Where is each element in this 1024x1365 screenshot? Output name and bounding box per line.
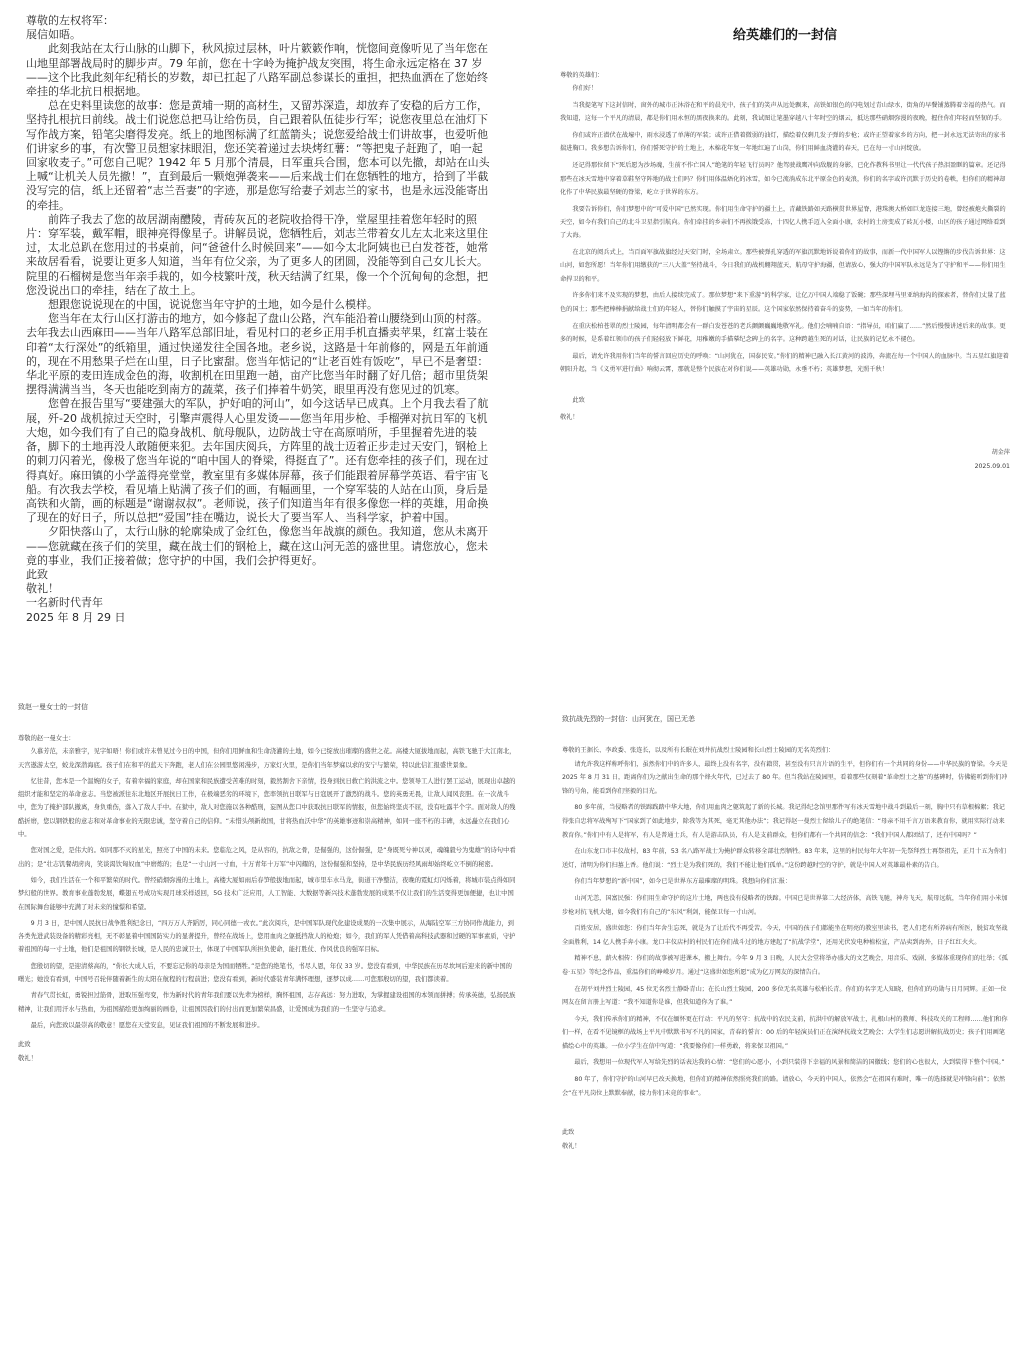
- letter4-paragraph: 百姓安居，盛世如您：你们当年舍生忘死，就是为了让后代不再受苦。今天，中国的孩子们都能坐在明亮的教室里读书，老人们老有所养病有所医，脱贫攻坚战全面胜利，14 亿人携手奔小康。龙口丰仪店村的村民们在你们战斗过的地方建起了“抗战学堂”，还用光伏发电种植松宣，产品卖到海外，日子红红火火。: [562, 925, 1008, 946]
- letter1-signature: 一名新时代青年: [26, 596, 103, 610]
- letter2-paragraph: 还记得那位留下“死后愿为沙场魂，生前不作亡国人”绝笔的年轻飞行员吗？他驾驶战鹰冲向敌舰的身影，已化作教科书里让一代代孩子热泪盈眶的篇章。还记得那些在冰天雪地中穿着草鞋坚守阵地的战士们吗？你们用体温焐化的冰雪，如今已流淌成东北平原金色的麦浪，你们的名字或许沉默于历史的卷帙，但你们的精神却化作了中华民族最坚硬的脊梁，屹立于世界的东方。: [560, 162, 1006, 196]
- letter4-paragraph: 80 年了，你们守护的山河早已改天换地，但你们的精神依然照亮我们的路。请放心，今天的中国人，依然会“在祖国有难时，唯一的选择就是冲锋向前”；依然会“在平凡岗位上默默奉献，接力你们未竟的事业”。: [562, 1076, 1006, 1097]
- letter4-paragraph: 山河无恙，国富民强：你们用生命守护的这片土地，两也没有侵略者的铁蹄。中国已是世界第二大经济体，高铁飞驰，神舟飞天，航母远航，当年你们用小米加步枪对抗飞机大炮，如今我们有自己的“东风”利剑，能保卫每一寸山河。: [562, 894, 1008, 916]
- letter1-paragraph: 此刻我站在太行山脉的山脚下，秋风掠过层林，叶片簌簌作响，恍惚间竟像听见了当年您在山地里部署战局时的脚步声。79 年前，您在十字岭为掩护战友突围，将生命永远定格在 37 岁——这个比我此刻年纪稍长的岁数，却已扛起了八路军副总参谋长的重担，把热血洒在了您始终牵挂的华北抗日根据地。: [26, 42, 488, 99]
- letter-to-zhao-yiman: [18, 702, 518, 1342]
- letter2-signature: 胡金萍: [991, 449, 1010, 457]
- letter3-paragraph: 最后，向您致以最崇高的敬意！愿您在天堂安息，见证我们祖国的不断发展和进步。: [30, 1021, 264, 1029]
- letter-to-heroes: [560, 24, 1010, 624]
- letter2-paragraph: 我要告诉你们，你们梦想中的“可爱中国”已然实现。你们用生命守护的疆土上，青藏铁路如天路横贯世界屋脊，港珠澳大桥如巨龙连接三地，曾经被炮火撕裂的天空，如今有我们自己的北斗卫星指引航向。你们牵挂的乡亲们不再挨饿受冻，十四亿人携手迈入全面小康，农村的土房变成了砖瓦小楼，山区的孩子通过网络看到了大海。: [560, 205, 1006, 240]
- letter2-closing: 此致: [572, 397, 585, 405]
- letter2-title: 给英雄们的一封信: [732, 28, 837, 43]
- letter1-closing: 此致: [26, 567, 48, 581]
- letter4-paragraph: 在山东龙口市丰仪故村，83 年前，53 名八路军战士为掩护群众转移全部壮烈牺牲。83 年来，这里的村民每年大年初一先祭拜烈士再祭祖先，正月十五为你们送灯，清明为你们扫墓上香。他们说：“烈士是为我们死的，我们不能让他们孤单。”这份跨越时空的守护，就是中国人对英雄最朴素的告白。: [562, 848, 1007, 869]
- letter4-closing: 敬礼！: [562, 1142, 581, 1150]
- letter1-paragraph: 夕阳快落山了，太行山脉的轮廓染成了金红色，像您当年战旗的颜色。我知道，您从未离开——您就藏在孩子们的笑里，藏在战士们的钢枪上，藏在这山河无恙的盛世里。请您放心，您未竟的事业，我们正接着做；您守护的中国，我们会护得更好。: [26, 525, 488, 567]
- letter3-paragraph: 您殷切的望，是迎清蔡高的，“你长大成人后，不要忘记你的母亲是为国而牺牲。”是您的绝笔书，书尽人恩，年仅 33 岁。您没有看到，中华民族在历尽坎坷后迎来的新中国的曙光；她没有看到，中国号召轮伴随着新生的太阳在航程的行程前进；您没有看到，新时代盛装青年满怀理想，逐梦以成……可您那殷切的望，我们都读着。: [18, 962, 512, 984]
- letter1-paragraph: 前阵子我去了您的故居湖南醴陵，青砖灰瓦的老院收拾得干净，堂屋里挂着您年轻时的照片：穿军装，戴军帽，眼神亮得像星子。讲解员说，您牺牲后，刘志兰带着女儿左太北来这里住过，太北总趴在您用过的书桌前，问“爸爸什么时候回来”——如今太北阿姨也已白发苍苍，她常来故居看看，说要让更多人知道，当年有位父亲，为了更多人的团圆，没能等到自己女儿长大。院里的石榴树是您当年亲手栽的，如今枝繁叶茂，秋天结满了红果，像一个个沉甸甸的念想，把您没说出口的牵挂，结在了故土上。: [26, 212, 489, 297]
- letter3-salutation: 尊敬的赵一曼女士：: [18, 735, 75, 742]
- letter4-salutation: 尊敬的王据长、李政委、张连长，以及所有长眠在刘井抗战烈士陵园和长山烈士陵园的无名英烈们：: [562, 747, 835, 754]
- letter2-salutation: 尊敬的英雄们：: [560, 72, 604, 79]
- letter3-paragraph: 9 月 3 日，是中国人民抗日战争胜利纪念日，“四万万人齐蹈厉，同心同德一戎衣。”此次阅兵，是中国军队现代化建设成果的一次集中展示，从海陆空军三方协同作战能力，到各类先进武装设备的精彩亮相，无不彰显着中国国防实力的显著提升，曾经在战场上，您用血肉之躯抵挡敌人的枪炮；如今，我们的军人凭借着高科技武器和过硬的军事素质，守护着祖国的每一寸土地，他们是祖国的钢铁长城，是人民的忠诚卫士，体现了中国军队所担负使命，能打胜仗、作风优良的强军目标。: [18, 919, 516, 954]
- letter1-paragraph: 您当年在太行山区打游击的地方，如今修起了盘山公路，汽车能沿着山腰绕到山顶的村落。去年我去山西麻田——当年八路军总部旧址，看见村口的老乡正用手机直播卖苹果，红富士装在印着“太行深处”的纸箱里，通过快递发往全国各地。老乡说，这路是十年前修的，网是五年前通的，现在不用愁果子烂在山里，日子比蜜甜。您当年惦记的“让老百姓有饭吃”，早已不是奢望：华北平原的麦田连成金色的海，收割机在田里跑一趟，亩产比您当年时翻了好几倍；超市里货架摆得满满当当，冬天也能吃到南方的蔬菜，孩子们捧着牛奶笑，眼里再没有您见过的饥寒。: [26, 312, 489, 397]
- letter2-paragraph: 最后，请允许我用你们当年的誓言回应历史的呼唤：“山河犹在，国泰民安。”你们的精神已融入长江黄河的波涛，奔流在每一个中国人的血脉中。当五星红旗迎着朝阳升起，当《义勇军进行曲》响彻云霄，那就是整个民族在对你们说——英雄功勋，永垂不朽；英雄梦想，光照千秋！: [560, 352, 1009, 373]
- letter1-salutation: 尊敬的左权将军：: [26, 14, 114, 27]
- letter1-closing: 敬礼！: [26, 582, 59, 596]
- letter1-greeting: 展信如晤。: [26, 28, 81, 42]
- letter2-paragraph: 在重庆松柏苍翠的烈士陵园，每年清明都会有一群白发苍苍的老兵颤颤巍巍地敬军礼。他们会喃喃自语：“指导员，咱们赢了……”然后慢慢讲述后来的故事。更多的时候，是系着红领巾的孩子们轻轻放下鲜花，用稚嫩的手描摹纪念碑上的名字。这种跨越生死的对话，让民族的记忆永不褪色。: [560, 322, 1006, 343]
- letter1-paragraph: 您曾在报告里写“要建强大的军队，护好咱的河山”，如今这话早已成真。上个月我去看了航展，歼-20 战机掠过天空时，引擎声震得人心里发烫——您当年用步枪、手榴弹对抗日军的飞机大炮，如今我们有了自己的隐身战机、航母舰队，边防战士守在高原哨所，手里握着先进的装备，脚下的土地再没人敢随便来犯。去年国庆阅兵，方阵里的战士迈着正步走过天安门，钢枪上的刺刀闪着光，像极了您当年说的“咱中国人的脊梁，得挺直了”。还有您牵挂的孩子们，现在过得真好。麻田镇的小学盖得亮堂堂，教室里有多媒体屏幕，孩子们能跟着屏幕学英语、看宇宙飞船。有次我去学校，看见墙上贴满了孩子们的画，有幅画里，一个穿军装的人站在山顶，身后是高铁和火箭，画的标题是“谢谢叔叔”。老师说，孩子们知道当年有很多像您一样的英雄，用命换了现在的好日子，所以总把“爱国”挂在嘴边，说长大了要当军人、当科学家，护着中国。: [26, 397, 489, 525]
- letter2-paragraph: 许多你们来不及实现的梦想，由后人接续完成了。那位梦想“来下重游”的科学家，让亿万中国人端稳了饭碗；那些深埋马里亚纳海沟的探索者，替你们丈量了蓝色的国土；那些把棒棒捐献给战士们的年轻人，替你们触摸了宇宙的星辰。这个国家依然保持着奋斗的姿势，一如当年的你们。: [560, 292, 1006, 313]
- letter4-title: 致抗战先烈的一封信：山河犹在，国已无恙: [562, 715, 695, 723]
- letter4-closing: 此致: [562, 1129, 575, 1137]
- letter2-date: 2025.09.01: [974, 462, 1010, 470]
- letter3-paragraph: 如今，我们生活在一个和平繁荣的时代。曾经硝烟弥漫的土地上，高楼大厦如雨后春笋般拔地而起，城市里车水马龙，街道干净整洁，夜晚的霓虹灯闪烁着，将城市装点得如同梦幻般的世界。教育事业蓬勃发展，蝶翅五号成功实现月球采样返回，5G 技术广泛应用，人工智能、大数据等新兴技术蓬勃发展的成果不仅让我们的生活变得更加便捷，也让中国在国际舞台能够中充满了对未来的憧憬和希望。: [18, 876, 516, 911]
- letter3-closing: 此致: [18, 1041, 31, 1049]
- letter-to-zuo-quan: [26, 14, 492, 674]
- letter4-paragraph: 请允许我这样称呼你们，虽然你们中的许多人，最终上没有名字，没有籍贯，甚至没有只言片语的生平，但你们有一个共同的身份——中华民族的脊梁。今天是 2025 年 8 月 31 日，距离你们为之献出生命的那个烽火年代，已过去了 80 年。但当我站在陵园里，看着那些仅刻着“革命烈士之墓”的墓碑时，仿佛能听到你们冲锋的号角，能看到你们坚毅的目光。: [562, 760, 1008, 795]
- letter4-paragraph: 精神不息，薪火相传：你们的故事被写进课本，搬上舞台。今年 9 月 3 日晚，人民大会堂将举办盛大的文艺晚会，用音乐、戏剧、多媒体重现你们的壮举；《孤卷·五星》等纪念作品，重温你们的峥嵘岁月。通过“这盛世如您所愿”成为亿万网友的深情告白。: [562, 955, 1008, 976]
- letter1-paragraph: 想跟您说说现在的中国，说说您当年守护的土地，如今是什么模样。: [48, 298, 378, 312]
- letter1-paragraph: 总在史料里读您的故事：您是黄埔一期的高材生，又留苏深造，却放弃了安稳的后方工作，坚持扎根抗日前线。战士们说您总把马让给伤员，自己跟着队伍徒步行军；说您夜里总在油灯下写作战方案，铅笔尖磨得发亮。纸上的地图标满了红蓝箭头；说您爱给战士们讲故事，也爱听他们讲家乡的事，有次警卫员想家抹眼泪，您还笑着递过去块烤红薯：“等把鬼子赶跑了，咱一起回家收麦子。”可您自己呢？1942 年 5 月那个清晨，日军重兵合围，您本可以先撤，却站在山头上喊“让机关人员先撤！”，直到最后一颗炮弹袭来——后来战士们在您牺牲的地方，拾到了半截没写完的信，纸上还留着“志兰吾妻”的字迹，那是您写给妻子刘志兰的家书，也是永远没能寄出的牵挂。: [26, 99, 490, 212]
- letter2-greeting: 你们好！: [572, 85, 598, 93]
- letter4-paragraph: 你们当年梦想的“新中国”，如今已是世界东方最璀璨的明珠。我想向你们汇报：: [574, 878, 792, 886]
- letter2-paragraph: 当我提笔写下这封信时，窗外的城市正沐浴在和平的晨光中，孩子们的笑声从远处飘来，高铁如银色的闪电划过青山绿水，街角的早餐铺蒸腾着幸福的热气。而我知道，这每一个平凡的清晨，都是你们用永恒的黑夜换来的。此刻，我试图让笔墨穿越八十年时空的烟云，抵达那些硝烟弥漫的夜晚，握住你们年轻而坚韧的手。: [560, 102, 1006, 123]
- letter2-paragraph: 在北京的阅兵式上，当百面军旗战旗经过天安门时，全场肃立。那些被弹孔穿透的军旗沉默地诉说着你们的故事，而新一代中国军人以铿锵的步伐告诉世界：这山河，如您所愿！当年你们用缴获的“三八大盖”坚持战斗，今日我们的战机翱翔蓝天，航母守护海疆，但请放心，强大的中国军队永远是为了守护和平——你们用生命捍卫的和平。: [560, 249, 1006, 283]
- letter2-paragraph: 你们或许正潜伏在战壕中，雨水浸透了单薄的军装；或许正借着微弱的油灯，描绘着仅剩几发子弹的步枪；或许正望着家乡的方向，把一封永远无法寄出的家书揣进胸口。我多想告诉你们，你们誓死守护的土地上，木棉花年复一年地红遍了山岗，你们用鲜血浇灌的春天，已在每一寸山河绽放。: [560, 132, 1006, 153]
- letter3-paragraph: 忆往昔，您本是一个温婉的女子，有着幸福的家庭，却在国家和民族遭受苦难的时刻，毅然割舍下亲情，投身到抗日救亡的洪流之中。您领导工人进行罢工运动，展现出卓越的组织才能和坚定的革命意志。当您被派往东北地区开展抗日工作，在极端恶劣的环境下，您率领抗日联军与日寇展开了激烈的战斗。您的英勇无畏，让敌人闻风丧胆。在一次战斗中，您为了掩护部队撤离，身负重伤，落入了敌人手中。在狱中，敌人对您施以各种酷刑，妄图从您口中获取抗日联军的情报，但您始终坚贞不屈，没有吐露半个字。面对敌人的残酷折磨，您以钢铁般的意志和对革命事业的无限忠诚，坚守着自己的信仰。“未惜头颅新故国，甘将热血沃中华”的英雄事迹和崇高精神，如同一座不朽的丰碑，永远矗立在我们心中。: [18, 777, 516, 839]
- letter4-paragraph: 在胡平刘井烈士陵园，45 位无名烈士静卧青山；在长山烈士陵园，200 多位无名英雄与松柏长青。你们的名字无人知晓，但你们的功勋与日月同辉。正如一位网友在留言册上写道：“我不知道你是谁，但我知道你为了谁。”: [562, 985, 1007, 1007]
- letter-to-martyrs: [562, 714, 1008, 1314]
- letter3-paragraph: 您对国之爱，是伟大的。如同那不灭的星光，照亮了中国的未来。您临危之风，是从容的，抗敌之骨，是倔强的，这份倔强，是“身既死兮神以灵，魂魄毅兮为鬼雄”的诗句中看出的；是“壮志饥餐胡虏肉，笑谈渴饮匈奴血”中磨炼的；也是“一寸山河一寸血，十万青年十万军”中闪耀的，这份倔强和坚持，是中华民族历经风雨却始终屹立不倒的秘密。: [18, 847, 516, 868]
- letter4-paragraph: 今天，我们传承你们的精神，不仅在缅怀更在行动：平凡的坚守：抗战中的农民支前，抗洪中的解放军战士，扎根山村的教师、科技攻关的工程师……他们和你们一样，在看不见镜框的战场上平凡中默默书写不凡的国家，青春的誓言：00 后的年轻演员们正在演绎抗战文艺晚会；大学生们志愿讲解抗战历史；孩子们用画笔描绘心中的英雄。一位小学生在信中写道：“我要像你们一样勇敢，将来保卫祖国。”: [562, 1015, 1008, 1050]
- letter2-closing: 敬礼！: [560, 414, 579, 422]
- letter3-paragraph: 久慕芳范，未亲雅宇，见字如晤！你们或许未曾见过今日的中国，但你们用鲜血和生命浇灌的土地，如今已绽放出璀璨的盛世之花。高楼大厦拔地而起，高铁飞驰于大江南北，天宫遨游太空，蛟龙深潜海底。孩子们在和平的蓝天下奔跑，老人们在公园里悠闲漫步，万家灯火里，是你们当年梦寐以求的安宁与繁荣，特以此信汇报盛世景象。: [18, 748, 516, 769]
- letter3-paragraph: 青春气贯长虹，勇锐担过筋骨，进取压强弯变，作为新时代的青年我们要以先辈为榜样，胸怀祖国，志存高远：努力进取，为掌握建设祖国的本领而拼搏；传承英德，弘扬民族精神，让我们用汗水与热血，为祖国描绘更加绚丽的画卷，让祖国因我们的付出而更加繁荣昌盛，让爱国成为我们的一生坚守与追求。: [18, 992, 516, 1013]
- letter4-paragraph: 80 多年前，当侵略者的铁蹄践踏中华大地，你们用血肉之躯筑起了新的长城。我记得纪念馆里那件写有冰天雪地中战斗到最后一刻，胸中只有草根棉絮；我记得张自忠将军战殉写下“国家到了如此地步，除我等为其死，毫无其他办法”；我记得赵一曼烈士留给儿子的绝笔信：“母亲不用千言万语来教育你，就用实际行动来教育你。”你们中有人是将军，有人是普通士兵，有人是游击队员，有人是支前群众，但你们都有一个共同的信念：“我们中国人都团结了，还有中国吗？”: [562, 804, 1005, 839]
- letter3-closing: 敬礼！: [18, 1054, 37, 1062]
- letter3-title: 致赵一曼女士的一封信: [18, 703, 88, 711]
- letter1-date: 2025 年 8 月 29 日: [26, 610, 126, 624]
- letter4-paragraph: 最后，我想用一位现代军人写给先烈的话表达我的心情：“您们的心愿小，小到只装得下幸福的风景和简洁的国徽线；您们的心也很大，大到装得下整个中国。”: [574, 1059, 1005, 1067]
